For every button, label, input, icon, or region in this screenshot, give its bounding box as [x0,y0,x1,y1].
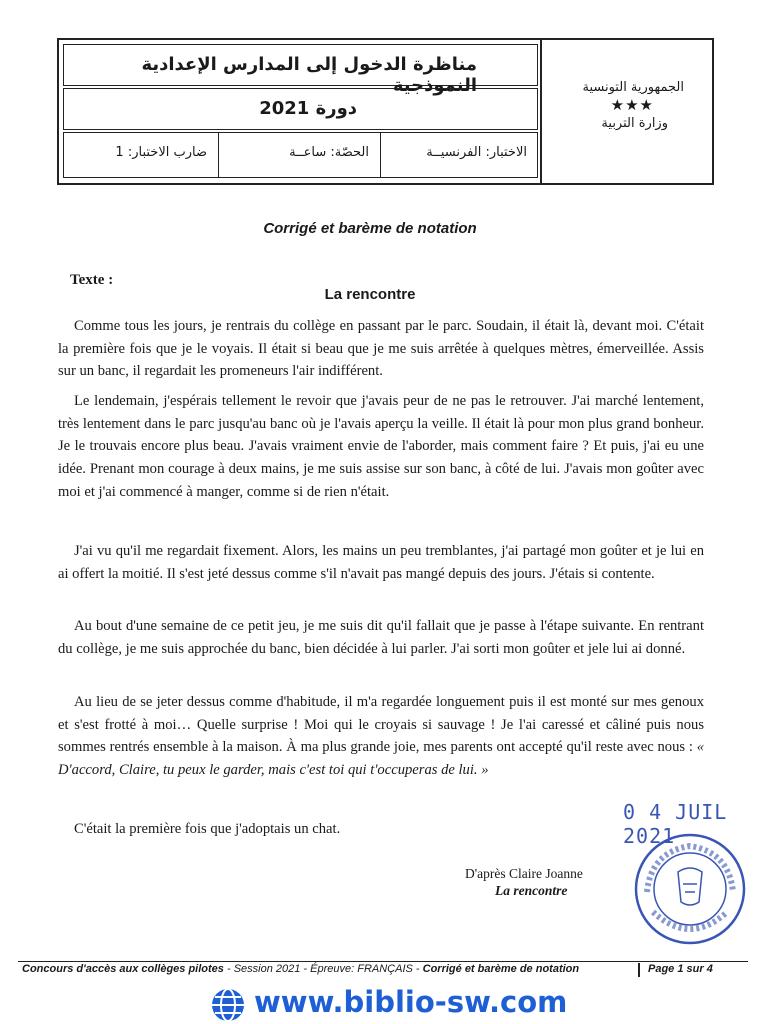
paragraph-5 [58,691,704,782]
paragraph-6 [58,818,704,841]
session-title: دورة 2021 [259,98,357,119]
paragraph-text: Le lendemain, j'espérais tellement le revoir que j'avais peur de ne pas le retrouver. J'ai marché lentement, très lentement dans le parc jusqu'au banc où je l'avais aperçu la veille. Il était là pour mon plus grand bonheur. Je le trouvais encore plus beau. J'avais vraiment envie de l'aborder, mais comment faire ? Et puis, j'ai eu une idée. Prenant mon courage à deux mains, je me suis assise sur son banc, à côté de lui. J'avais mon goûter avec moi et j'ai commencé à manger, comme si de rien n'était. [58,393,704,500]
coefficient-label: ضارب الاختبار: 1 [115,145,207,160]
footer-doc: Corrigé et barème de notation [422,963,580,975]
paragraph-1 [58,315,704,383]
coefficient-cell [63,133,217,177]
footer-divider [18,961,748,962]
duration-label: الحصّة: ساعــة [289,145,369,160]
exam-info-block [59,40,542,183]
contest-title: مناظرة الدخول إلى المدارس الإعدادية النموذجية [141,54,477,96]
attribution-author: D'après Claire Joanne [465,866,583,881]
paragraph-text: Au bout d'une semaine de ce petit jeu, je me suis dit qu'il fallait que je passe à l'étape suivante. En rentrant du collège, je me suis approchée du banc, bien décidée à lui parler. J'ai sorti mon goûter et jele lui ai donné. [58,618,704,657]
duration-cell [218,133,379,177]
paragraph-text: C'était la première fois que j'adoptais un chat. [74,821,341,837]
exam-details-row [63,132,538,178]
attribution-work: La rencontre [495,883,568,898]
globe-icon [210,987,246,1023]
quote-text: « D'accord, Claire, tu peux le garder, mais c'est toi qui t'occuperas de lui. » [58,739,704,779]
subject-cell [380,133,537,177]
document-title: Corrigé et barème de notation [263,220,477,237]
footer-epreuve: Épreuve: FRANÇAIS [310,963,413,975]
footer-separator [638,963,640,977]
footer-info: Concours d'accès aux collèges pilotes - Session 2021 - Épreuve: FRANÇAIS - Corrigé et barème de notation [22,963,580,975]
website-url[interactable]: www.biblio-sw.com [254,985,568,1019]
page-number: Page 1 sur 4 [648,963,713,975]
exam-header [57,38,714,185]
contest-row [63,44,538,96]
footer-contest: Concours d'accès aux collèges pilotes [22,963,224,975]
paragraph-text: Au lieu de se jeter dessus comme d'habitude, il m'a regardée longuement puis il est monté sur mes genoux et s'est frotté à moi… Quelle surprise ! Moi qui le croyais si sauvage ! Je l'ai caressé et câliné puis nous sommes rentrés ensemble à la maison. À ma plus grande joie, mes parents ont accepté qu'il reste avec nous : [58,694,704,756]
paragraph-2 [58,390,704,504]
paragraph-text: Comme tous les jours, je rentrais du collège en passant par le parc. Soudain, il était là, devant moi. C'était la première fois que je le voyais. Il était si beau que je me suis arrêtée à quelques mètres, émerveillée. Assis sur un banc, il regardait les promeneurs l'air indifférent. [58,318,704,380]
subject-label: الاختبار: الفرنسيــة [426,145,527,160]
paragraph-3 [58,540,704,585]
ministry-label: وزارة التربية [601,116,668,131]
attribution [465,865,583,899]
stars-label: ★★★ [610,96,654,114]
ministry-block [540,40,712,183]
session-row [63,88,538,130]
date-stamp: 0 4 JUIL 2021 [623,800,728,848]
republic-label: الجمهورية التونسية [582,80,684,95]
paragraph-text: J'ai vu qu'il me regardait fixement. Alors, les mains un peu tremblantes, j'ai partagé mon goûter et je lui en ai offert la moitié. Il s'est jeté dessus comme s'il n'avait pas mangé depuis des jours. J'étais si contente. [58,543,704,582]
footer-session: Session 2021 [233,963,301,975]
story-title: La rencontre [324,286,416,303]
texte-label: Texte : [70,272,114,288]
official-seal-icon [633,832,747,946]
paragraph-4 [58,615,704,660]
